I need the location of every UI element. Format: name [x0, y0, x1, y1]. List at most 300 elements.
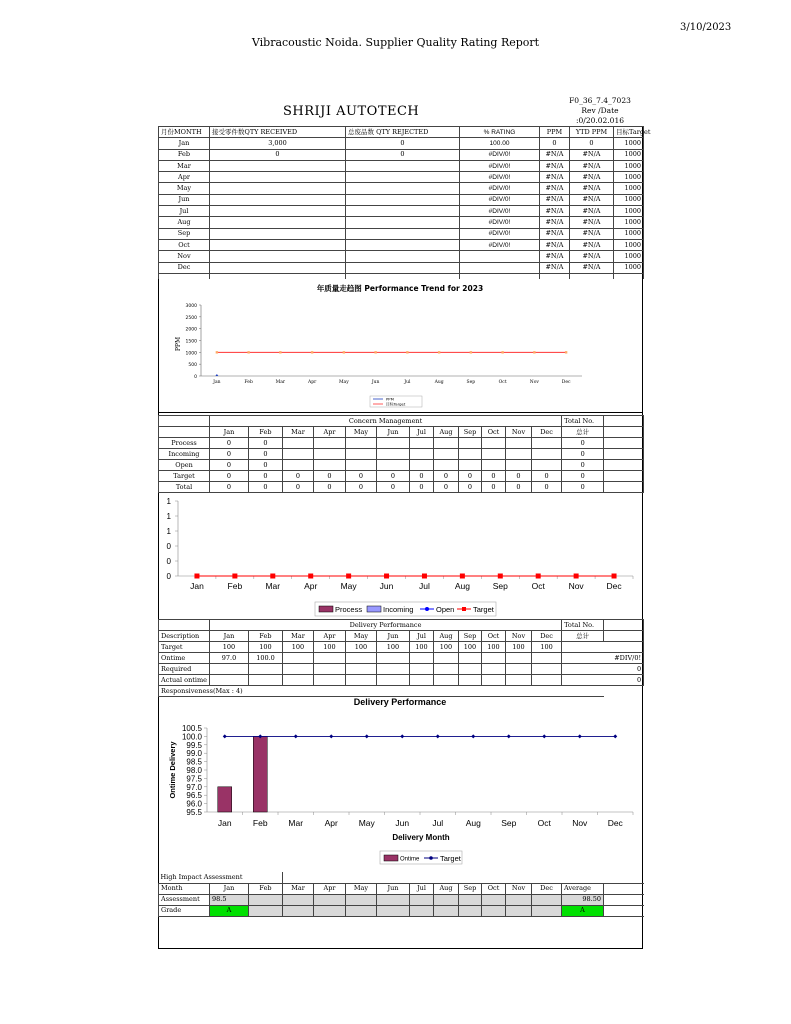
trend-x-tick-label: Jan [213, 380, 221, 385]
trend-target-point [343, 351, 345, 353]
assessment-cell [482, 894, 506, 905]
concern-row [159, 438, 644, 449]
concern-x-tick-label: Nov [568, 581, 584, 591]
concern-cell [434, 438, 459, 449]
quality-cell: 1000 [614, 160, 644, 171]
quality-cell: #N/A [540, 228, 570, 239]
delivery-cell [314, 653, 346, 664]
quality-cell: #N/A [570, 172, 614, 183]
quality-header-cell: YTD PPM [570, 127, 614, 138]
quality-cell: #DIV/0! [460, 160, 540, 171]
quality-row [159, 149, 644, 160]
month-header: Oct [482, 631, 506, 642]
table-cell [159, 416, 210, 427]
quality-cell: Jul [159, 206, 210, 217]
month-header: Feb [249, 631, 283, 642]
concern-y-tick-label: 0 [166, 557, 171, 566]
assessment-cell [434, 894, 459, 905]
delivery-cell: 100 [482, 642, 506, 653]
delivery-cell [283, 664, 314, 675]
trend-target-point [501, 351, 503, 353]
concern-x-tick-label: Sep [492, 581, 508, 591]
rev-date: :0/20.02.016 [576, 116, 624, 125]
concern-cell: 0 [210, 482, 249, 493]
quality-header-row [159, 127, 644, 138]
quality-cell: #N/A [570, 183, 614, 194]
table-cell [604, 905, 644, 916]
trend-target-point [470, 351, 472, 353]
delivery-target-point [436, 734, 440, 738]
grade-cell [346, 905, 377, 916]
delivery-cell: 100 [434, 642, 459, 653]
delivery-cell [377, 675, 410, 686]
delivery-cell: 100 [283, 642, 314, 653]
trend-y-tick-label: 2000 [185, 327, 197, 333]
quality-cell: 0 [346, 149, 460, 160]
quality-cell [346, 217, 460, 228]
description-label: Description [159, 631, 210, 642]
concern-cell: 0 [377, 471, 410, 482]
quality-row [159, 194, 644, 205]
delivery-cell [532, 664, 562, 675]
quality-cell [210, 239, 346, 250]
concern-legend-label: Open [436, 605, 455, 614]
quality-cell: #N/A [540, 149, 570, 160]
concern-cell: 0 [410, 471, 434, 482]
concern-x-tick-label: Jun [379, 581, 394, 591]
concern-y-tick-label: 0 [166, 572, 171, 581]
concern-row [159, 471, 644, 482]
quality-cell: 1000 [614, 206, 644, 217]
concern-cell [314, 449, 346, 460]
quality-cell: #N/A [540, 194, 570, 205]
concern-cell: 0 [210, 471, 249, 482]
delivery-x-tick-label: Dec [607, 818, 623, 828]
month-header: Feb [249, 883, 283, 894]
concern-cell [482, 438, 506, 449]
concern-cell: 0 [434, 471, 459, 482]
delivery-cell [283, 675, 314, 686]
quality-row [159, 239, 644, 250]
trend-y-tick-label: 1000 [185, 351, 197, 357]
delivery-row-label: Target [159, 642, 210, 653]
concern-total-cell: 0 [562, 438, 604, 449]
quality-cell: #N/A [540, 262, 570, 273]
doc-number: F0_36_7.4_7023 [569, 96, 631, 105]
delivery-target-point [578, 734, 582, 738]
delivery-cell [410, 675, 434, 686]
month-header: Mar [283, 883, 314, 894]
quality-cell: 1000 [614, 228, 644, 239]
grade-cell [249, 905, 283, 916]
concern-cell [434, 460, 459, 471]
grade-cell [506, 905, 532, 916]
concern-cell [506, 449, 532, 460]
trend-x-tick-label: Sep [466, 380, 476, 385]
rev-label: Rev /Date [581, 106, 619, 115]
delivery-cell [532, 675, 562, 686]
quality-cell [346, 183, 460, 194]
concern-target-point [460, 574, 465, 579]
quality-row [159, 217, 644, 228]
concern-total-cell: 0 [562, 471, 604, 482]
quality-row [159, 228, 644, 239]
concern-cell: 0 [459, 482, 482, 493]
trend-target-point [533, 351, 535, 353]
quality-cell [346, 206, 460, 217]
concern-cell [459, 460, 482, 471]
quality-cell: May [159, 183, 210, 194]
quality-cell: #N/A [540, 239, 570, 250]
table-cell [532, 872, 562, 883]
concern-cell: 0 [210, 460, 249, 471]
month-label: Month [159, 883, 210, 894]
concern-cell [346, 460, 377, 471]
delivery-cell [506, 664, 532, 675]
assessment-cell [314, 894, 346, 905]
concern-cell: 0 [532, 471, 562, 482]
delivery-target-point [471, 734, 475, 738]
concern-cell: 0 [249, 482, 283, 493]
table-cell [159, 620, 210, 631]
concern-cell: 0 [346, 482, 377, 493]
concern-cell: 0 [210, 449, 249, 460]
concern-cell [283, 460, 314, 471]
trend-y-tick-label: 2500 [185, 315, 197, 321]
assessment-label: Assessment [159, 894, 210, 905]
grade-average: A [562, 905, 604, 916]
month-header: Aug [434, 427, 459, 438]
delivery-cell [314, 675, 346, 686]
delivery-cell [249, 675, 283, 686]
delivery-y-tick-label: 98.0 [186, 766, 202, 775]
month-header: Nov [506, 883, 532, 894]
trend-x-tick-label: Feb [244, 380, 253, 385]
table-cell [604, 460, 644, 471]
delivery-y-tick-label: 96.5 [186, 791, 202, 801]
concern-cell [283, 449, 314, 460]
quality-cell: Mar [159, 160, 210, 171]
quality-cell: 100.00 [460, 138, 540, 149]
concern-cell [314, 438, 346, 449]
quality-cell [346, 172, 460, 183]
concern-cell [532, 460, 562, 471]
month-header: Jan [210, 631, 249, 642]
concern-cell [532, 438, 562, 449]
assessment-average: 98.50 [562, 894, 604, 905]
trend-target-point [279, 351, 281, 353]
concern-cell [377, 460, 410, 471]
table-cell [434, 872, 459, 883]
delivery-cell: 100 [410, 642, 434, 653]
quality-cell [210, 183, 346, 194]
delivery-target-point [329, 734, 333, 738]
month-header: Jan [210, 883, 249, 894]
month-header: Sep [459, 883, 482, 894]
table-cell [604, 438, 644, 449]
concern-cell: 0 [346, 471, 377, 482]
concern-cell [346, 438, 377, 449]
delivery-cell: 100 [210, 642, 249, 653]
concern-cell [434, 449, 459, 460]
concern-cell [377, 449, 410, 460]
concern-cell [314, 460, 346, 471]
quality-cell [210, 172, 346, 183]
quality-cell: #DIV/0! [460, 149, 540, 160]
delivery-cell [482, 675, 506, 686]
concern-y-tick-label: 1 [166, 497, 171, 506]
concern-total-cell: 0 [562, 482, 604, 493]
quality-cell [460, 251, 540, 262]
delivery-cell [283, 653, 314, 664]
month-header: Jan [210, 427, 249, 438]
grade-cell [482, 905, 506, 916]
quality-header-cell: 目标Target [614, 127, 644, 138]
month-header: Jun [377, 883, 410, 894]
month-header: Apr [314, 427, 346, 438]
concern-target-point [422, 574, 427, 579]
concern-cell [346, 449, 377, 460]
month-header: Nov [506, 631, 532, 642]
month-header: Dec [532, 427, 562, 438]
trend-y-tick-label: 500 [188, 363, 197, 369]
quality-cell: Feb [159, 149, 210, 160]
delivery-cell [210, 675, 249, 686]
quality-cell [210, 228, 346, 239]
assessment-title: High Impact Assessment [159, 872, 283, 883]
delivery-chart [158, 688, 643, 872]
delivery-cell [532, 653, 562, 664]
trend-legend-target: 目标Target [386, 401, 406, 407]
quality-cell: #N/A [540, 217, 570, 228]
month-header: Aug [434, 883, 459, 894]
trend-legend-ppm: PPM [386, 396, 394, 402]
delivery-row-label: Actual ontime [159, 675, 210, 686]
performance-trend-svg [158, 278, 643, 412]
delivery-cell [459, 664, 482, 675]
concern-cell [410, 438, 434, 449]
table-cell [604, 872, 644, 883]
quality-cell: 1000 [614, 172, 644, 183]
concern-cell: 0 [532, 482, 562, 493]
quality-cell: #DIV/0! [460, 172, 540, 183]
month-header: Mar [283, 631, 314, 642]
delivery-row [159, 653, 644, 664]
delivery-row [159, 675, 644, 686]
concern-cell [410, 460, 434, 471]
concern-cell: 0 [249, 471, 283, 482]
delivery-row [159, 642, 644, 653]
trend-target-point [438, 351, 440, 353]
quality-table [158, 126, 651, 279]
delivery-cell: 100 [346, 642, 377, 653]
concern-x-tick-label: Jul [419, 581, 430, 591]
delivery-target-point [223, 734, 227, 738]
concern-row [159, 449, 644, 460]
quality-cell [210, 262, 346, 273]
delivery-y-tick-label: 99.0 [186, 749, 202, 759]
table-cell [604, 883, 644, 894]
concern-target-point [384, 574, 389, 579]
delivery-cell [377, 653, 410, 664]
delivery-y-axis-label: Ontime Delivery [168, 741, 177, 799]
month-header: Oct [482, 427, 506, 438]
concern-row-label: Process [159, 438, 210, 449]
concern-legend-marker [462, 607, 466, 611]
table-cell [506, 872, 532, 883]
concern-cell [482, 460, 506, 471]
quality-cell: #DIV/0! [460, 183, 540, 194]
month-header: Jul [410, 631, 434, 642]
delivery-cell: 100 [506, 642, 532, 653]
quality-cell: #N/A [540, 251, 570, 262]
concern-target-point [232, 574, 237, 579]
report-title: Vibracoustic Noida. Supplier Quality Rating Report [251, 36, 540, 49]
delivery-y-tick-label: 97.5 [186, 774, 202, 784]
delivery-x-tick-label: Mar [288, 818, 304, 828]
quality-row [159, 262, 644, 273]
concern-cell: 0 [283, 471, 314, 482]
trend-target-point [311, 351, 313, 353]
month-header: Sep [459, 631, 482, 642]
concern-table [158, 415, 644, 493]
concern-target-point [308, 574, 313, 579]
delivery-cell [506, 653, 532, 664]
table-cell [459, 872, 482, 883]
quality-header-cell: 接受零件数QTY RECEIVED [210, 127, 346, 138]
delivery-chart-title: Delivery Performance [353, 697, 447, 707]
quality-header-cell: PPM [540, 127, 570, 138]
concern-title-row [159, 416, 644, 427]
delivery-cell [506, 675, 532, 686]
assessment-cell [532, 894, 562, 905]
table-cell [562, 872, 604, 883]
concern-cell: 0 [249, 449, 283, 460]
quality-cell: #N/A [570, 251, 614, 262]
quality-cell: #N/A [540, 206, 570, 217]
delivery-ontime-bar [218, 787, 232, 812]
concern-row-label: Open [159, 460, 210, 471]
month-header: Sep [459, 427, 482, 438]
quality-cell [210, 251, 346, 262]
quality-cell: 1000 [614, 138, 644, 149]
delivery-y-tick-label: 98.5 [186, 757, 202, 767]
delivery-x-tick-label: Feb [252, 818, 268, 828]
concern-legend-swatch [367, 606, 381, 612]
delivery-cell [434, 675, 459, 686]
trend-x-tick-label: Jun [371, 380, 380, 385]
quality-cell [210, 217, 346, 228]
concern-cell [532, 449, 562, 460]
table-cell [314, 872, 346, 883]
document-reference [568, 96, 632, 126]
table-cell [346, 872, 377, 883]
concern-target-point [574, 574, 579, 579]
quality-cell: 1000 [614, 194, 644, 205]
assessment-cell [410, 894, 434, 905]
grade-cell [377, 905, 410, 916]
delivery-legend-target-marker [429, 856, 433, 860]
quality-cell: #N/A [570, 149, 614, 160]
month-header: May [346, 883, 377, 894]
concern-cell [482, 449, 506, 460]
trend-chart-title: 年质量走趋图 Performance Trend for 2023 [316, 284, 484, 293]
quality-cell: 1000 [614, 262, 644, 273]
assessment-cell [249, 894, 283, 905]
quality-cell [460, 262, 540, 273]
concern-total-cn: 总计 [562, 427, 604, 438]
month-header: Jun [377, 631, 410, 642]
delivery-total-cell [562, 642, 644, 653]
quality-cell: #N/A [570, 217, 614, 228]
concern-target-point [536, 574, 541, 579]
table-cell [410, 872, 434, 883]
quality-cell: #N/A [570, 239, 614, 250]
trend-x-tick-label: Mar [275, 380, 286, 385]
month-header: Feb [249, 427, 283, 438]
concern-cell: 0 [506, 471, 532, 482]
concern-cell: 0 [410, 482, 434, 493]
grade-row [159, 905, 644, 916]
trend-y-tick-label: 1500 [185, 339, 197, 345]
month-header: Dec [532, 883, 562, 894]
table-cell [604, 416, 644, 427]
concern-target-point [270, 574, 275, 579]
delivery-cell: 100 [532, 642, 562, 653]
quality-cell [346, 239, 460, 250]
delivery-cell [410, 653, 434, 664]
table-cell [604, 631, 644, 642]
delivery-target-point [507, 734, 511, 738]
delivery-row-label: Ontime [159, 653, 210, 664]
assessment-cell [506, 894, 532, 905]
month-header: Jul [410, 883, 434, 894]
delivery-cell: 100.0 [249, 653, 283, 664]
assessment-cell [459, 894, 482, 905]
delivery-row-label: Required [159, 664, 210, 675]
concern-cell: 0 [314, 471, 346, 482]
concern-cell [459, 449, 482, 460]
trend-target-point [374, 351, 376, 353]
concern-cell [377, 438, 410, 449]
section-divider [158, 412, 643, 413]
concern-row-label: Target [159, 471, 210, 482]
quality-cell: #DIV/0! [460, 206, 540, 217]
concern-legend-marker [425, 607, 429, 611]
delivery-cell [210, 664, 249, 675]
concern-legend-swatch [319, 606, 333, 612]
trend-target-point [247, 351, 249, 353]
quality-row [159, 183, 644, 194]
concern-cell: 0 [506, 482, 532, 493]
trend-target-point [565, 351, 567, 353]
trend-x-tick-label: Nov [529, 380, 539, 385]
delivery-target-point [542, 734, 546, 738]
table-cell [604, 449, 644, 460]
report-date: 3/10/2023 [680, 22, 732, 33]
performance-trend-chart [158, 278, 643, 412]
concern-cell: 0 [210, 438, 249, 449]
average-label: Average [562, 883, 604, 894]
delivery-target-point [400, 734, 404, 738]
assessment-cell [377, 894, 410, 905]
table-cell [482, 872, 506, 883]
delivery-cell: 100 [249, 642, 283, 653]
delivery-title: Delivery Performance [210, 620, 562, 631]
quality-cell: 0 [346, 138, 460, 149]
month-header: Aug [434, 631, 459, 642]
month-header: Apr [314, 631, 346, 642]
